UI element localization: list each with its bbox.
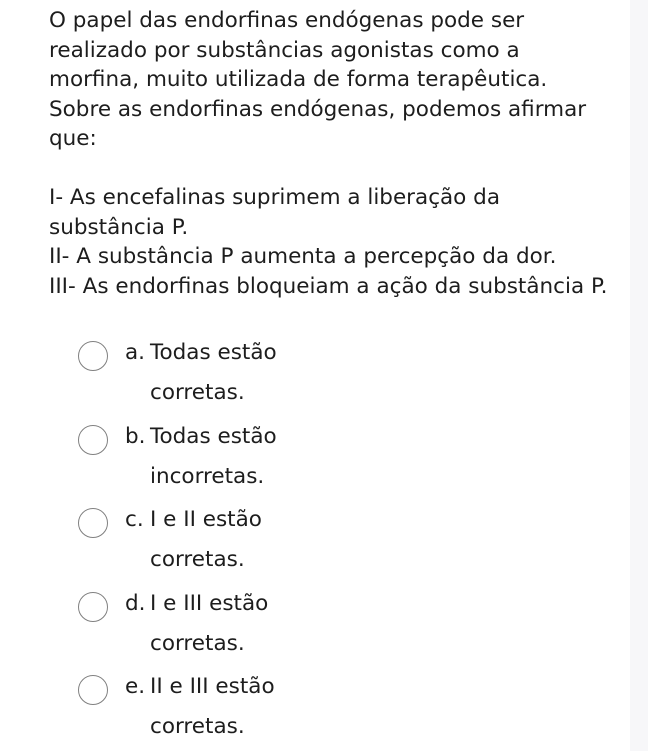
option-b[interactable]	[78, 422, 578, 506]
question-text	[49, 6, 609, 301]
radio-button-a[interactable]	[78, 341, 108, 371]
option-label[interactable]: I e II estão corretas.	[150, 507, 262, 572]
option-label[interactable]: Todas estão incorretas.	[150, 423, 277, 489]
option-letter: a.	[125, 340, 146, 365]
statement-1: I- As encefalinas suprimem a liberação da substância P.	[49, 185, 500, 240]
option-label[interactable]: II e III estão corretas.	[150, 674, 275, 739]
option-letter: c.	[125, 507, 144, 532]
option-label[interactable]: I e III estão corretas.	[150, 590, 269, 656]
option-d[interactable]	[78, 589, 578, 673]
answer-options	[78, 338, 578, 756]
option-letter: d.	[125, 590, 146, 616]
option-label[interactable]: Todas estão corretas.	[150, 340, 277, 405]
option-e[interactable]	[78, 672, 578, 756]
statement-2: II- A substância P aumenta a percepção da dor.	[49, 244, 557, 269]
option-c[interactable]	[78, 505, 578, 589]
statement-3: III- As endorfinas bloqueiam a ação da substância P.	[49, 273, 608, 299]
radio-button-c[interactable]	[78, 508, 108, 538]
question-intro: O papel das endorfinas endógenas pode ser realizado por substâncias agonistas como a morfina, muito utilizada de forma terapêutica. Sobre as endorfinas endógenas, podemos afirmar que:	[49, 8, 587, 151]
radio-button-d[interactable]	[78, 592, 108, 622]
option-letter: e.	[125, 674, 146, 699]
option-letter: b.	[125, 423, 146, 449]
scrollbar-track	[630, 0, 648, 751]
radio-button-e[interactable]	[78, 675, 108, 705]
spacer	[49, 154, 609, 184]
option-a[interactable]	[78, 338, 578, 422]
radio-button-b[interactable]	[78, 425, 108, 455]
